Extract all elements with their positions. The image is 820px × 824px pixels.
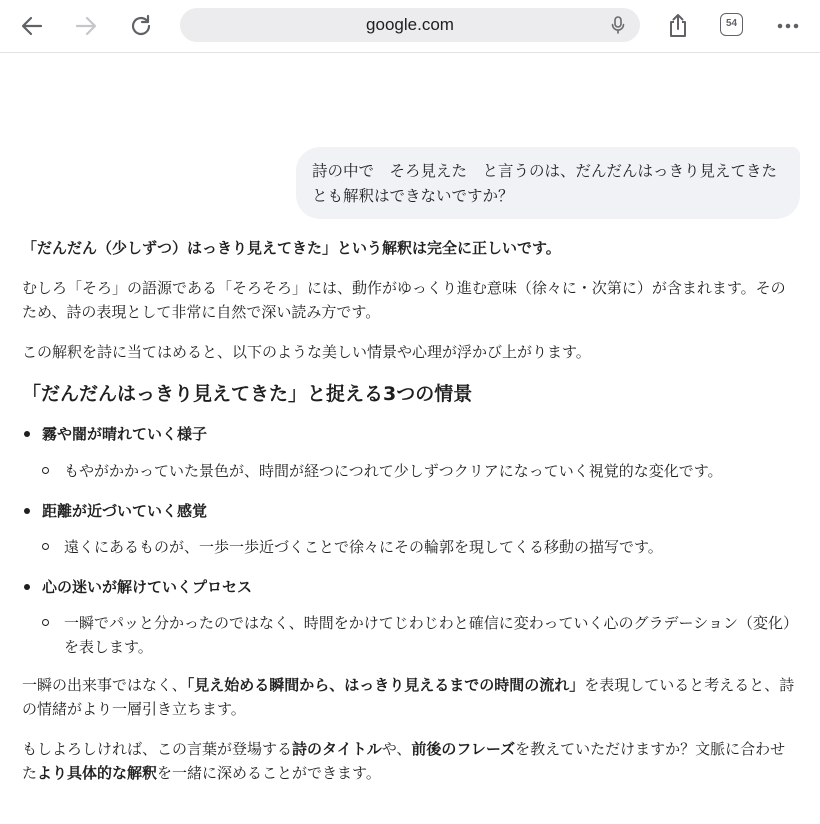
paragraph-4-emphasis-interpretation: より具体的な解釈	[37, 764, 158, 782]
answer-paragraph-1: むしろ「そろ」の語源である「そろそろ」には、動作がゆっくり進む意味（徐々に・次第に）が含まれます。そのため、詩の表現として非常に自然で深い読み方です。	[22, 279, 786, 321]
answer-lead: 「だんだん（少しずつ）はっきり見えてきた」という解釈は完全に正しいです。	[22, 239, 561, 257]
answer-heading: 「だんだんはっきり見えてきた」と捉える3つの情景	[22, 383, 473, 405]
paragraph-4-text-c: や、	[381, 740, 412, 758]
list-item-detail: 遠くにあるものが、一歩一歩近づくことで徐々にその輪郭を現してくる移動の描写です。	[22, 535, 798, 559]
paragraph-3-text-a: 一瞬の出来事ではなく、	[22, 676, 187, 694]
answer-paragraph-3	[22, 673, 798, 721]
assistant-response	[22, 236, 798, 785]
back-arrow-icon[interactable]	[16, 10, 48, 42]
paragraph-4-text-g: を一緒に深めることができます。	[157, 764, 381, 782]
list-item-detail: もやがかかっていた景色が、時間が経つにつれて少しずつクリアになっていく視覚的な変化です。	[22, 459, 798, 483]
url-text[interactable]: google.com	[366, 15, 454, 34]
paragraph-3-text-c: を表現していると考えると、詩の情緒がより一層引き立ちます。	[22, 676, 795, 718]
microphone-icon[interactable]	[608, 15, 628, 35]
browser-toolbar	[0, 0, 820, 53]
answer-paragraph-2: この解釈を詩に当てはめると、以下のような美しい情景や心理が浮かび上がります。	[22, 343, 591, 361]
list-item-detail: 一瞬でパッと分かったのではなく、時間をかけてじわじわと確信に変わっていく心のグラデーション（変化）を表します。	[22, 611, 798, 659]
share-icon[interactable]	[662, 10, 694, 42]
answer-paragraph-4	[22, 737, 798, 785]
paragraph-4-emphasis-phrases: 前後のフレーズ	[411, 740, 516, 758]
scene-list	[22, 422, 798, 659]
reload-icon[interactable]	[125, 10, 157, 42]
more-icon[interactable]	[772, 10, 804, 42]
forward-arrow-icon[interactable]	[70, 10, 102, 42]
user-message-bubble: 詩の中で そろ見えた と言うのは、だんだんはっきり見えてきたとも解釈はできないですか？	[296, 147, 800, 219]
paragraph-4-text-a: もしよろしければ、この言葉が登場する	[22, 740, 293, 758]
list-item: 距離が近づいていく感覚	[22, 499, 798, 523]
list-item: 心の迷いが解けていくプロセス	[22, 575, 798, 599]
paragraph-4-emphasis-title: 詩のタイトル	[292, 740, 382, 758]
paragraph-4-text-e: を教えていただけますか？文脈に合わせた	[22, 740, 786, 782]
list-item: 霧や闇が晴れていく様子	[22, 422, 798, 446]
address-bar[interactable]	[180, 8, 640, 42]
paragraph-3-emphasis: 「見え始める瞬間から、はっきり見えるまでの時間の流れ」	[186, 676, 585, 694]
tabs-icon[interactable]: 54	[720, 13, 743, 36]
